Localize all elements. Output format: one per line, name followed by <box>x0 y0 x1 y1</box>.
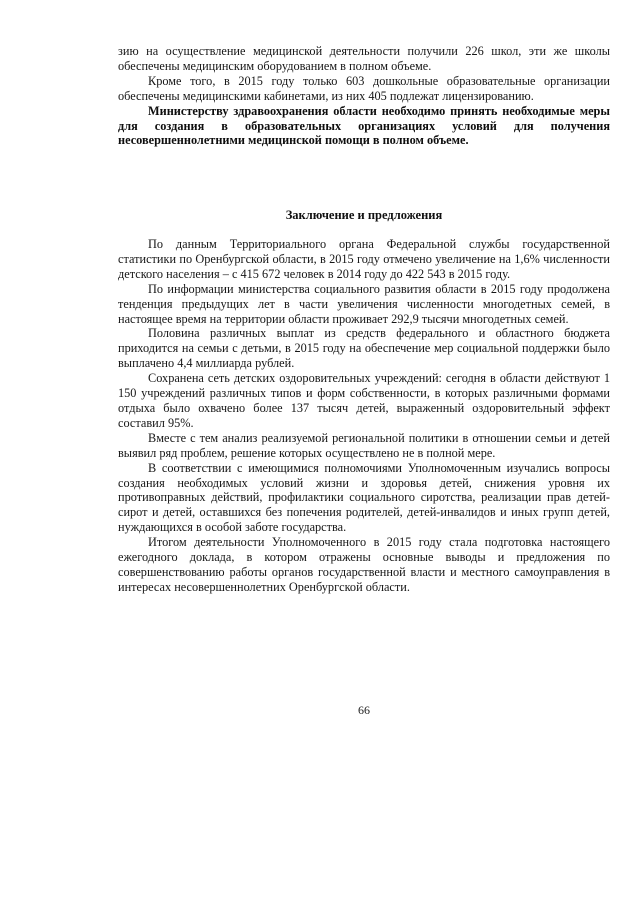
page-number: 66 <box>358 703 370 717</box>
paragraph-preschool-cabinets: Кроме того, в 2015 году только 603 дошкольные образовательные организации обеспечены медицинскими кабинетами, из них 405 подлежат лицензированию. <box>118 73 610 103</box>
paragraph-problems: Вместе с тем анализ реализуемой региональной политики в отношении семьи и детей выявил ряд проблем, решение которых осуществлено не в полной мере. <box>118 430 610 460</box>
top-text-block <box>118 44 610 148</box>
paragraph-large-families: По информации министерства социального развития области в 2015 году продолжена тенденция предыдущих лет в части увеличения численности многодетных семей, в настоящее время на территории области проживает 292,9 тысячи многодетных семей. <box>118 281 610 326</box>
paragraph-ministry-recommendation: Министерству здравоохранения области необходимо принять необходимые меры для создания в образовательных организациях условий для получения несовершеннолетними медицинской помощи в полном объеме. <box>118 103 610 148</box>
paragraph-child-population: По данным Территориального органа Федеральной службы государственной статистики по Оренбургской области, в 2015 году отмечено увеличение на 1,6% численности детского населения – с 415 672 человек в 2014 году до 422 543 в 2015 году. <box>118 237 610 281</box>
section-heading: Заключение и предложения <box>285 208 443 222</box>
paragraph-continued: зию на осуществление медицинской деятельности получили 226 школ, эти же школы обеспечены медицинским оборудованием в полном объеме. <box>118 44 610 73</box>
paragraph-annual-report: Итогом деятельности Уполномоченного в 2015 году стала подготовка настоящего ежегодного доклада, в котором отражены основные выводы и предложения по совершенствованию работы органов государственной власти и местного самоуправления в интересах несовершеннолетних Оренбургской области. <box>118 535 610 594</box>
conclusion-text-block <box>118 237 610 595</box>
paragraph-ombudsman-issues: В соответствии с имеющимися полномочиями Уполномоченным изучались вопросы создания необходимых условий жизни и здоровья детей, снижения уровня их противоправных действий, профилактики социального сиротства, реализации прав детей-сирот и детей, оставшихся без попечения родителей, детей-инвалидов и иных групп детей, нуждающихся в особой заботе государства. <box>118 460 610 535</box>
paragraph-payments: Половина различных выплат из средств федерального и областного бюджета приходится на семьи с детьми, в 2015 году на обеспечение мер социальной поддержки было выплачено 4,4 миллиарда рублей. <box>118 326 610 371</box>
paragraph-health-camps: Сохранена сеть детских оздоровительных учреждений: сегодня в области действуют 1 150 учреждений различных типов и форм собственности, в которых различными формами отдыха было охвачено более 137 тысяч детей, выраженный оздоровительный эффект составил 95%. <box>118 371 610 430</box>
